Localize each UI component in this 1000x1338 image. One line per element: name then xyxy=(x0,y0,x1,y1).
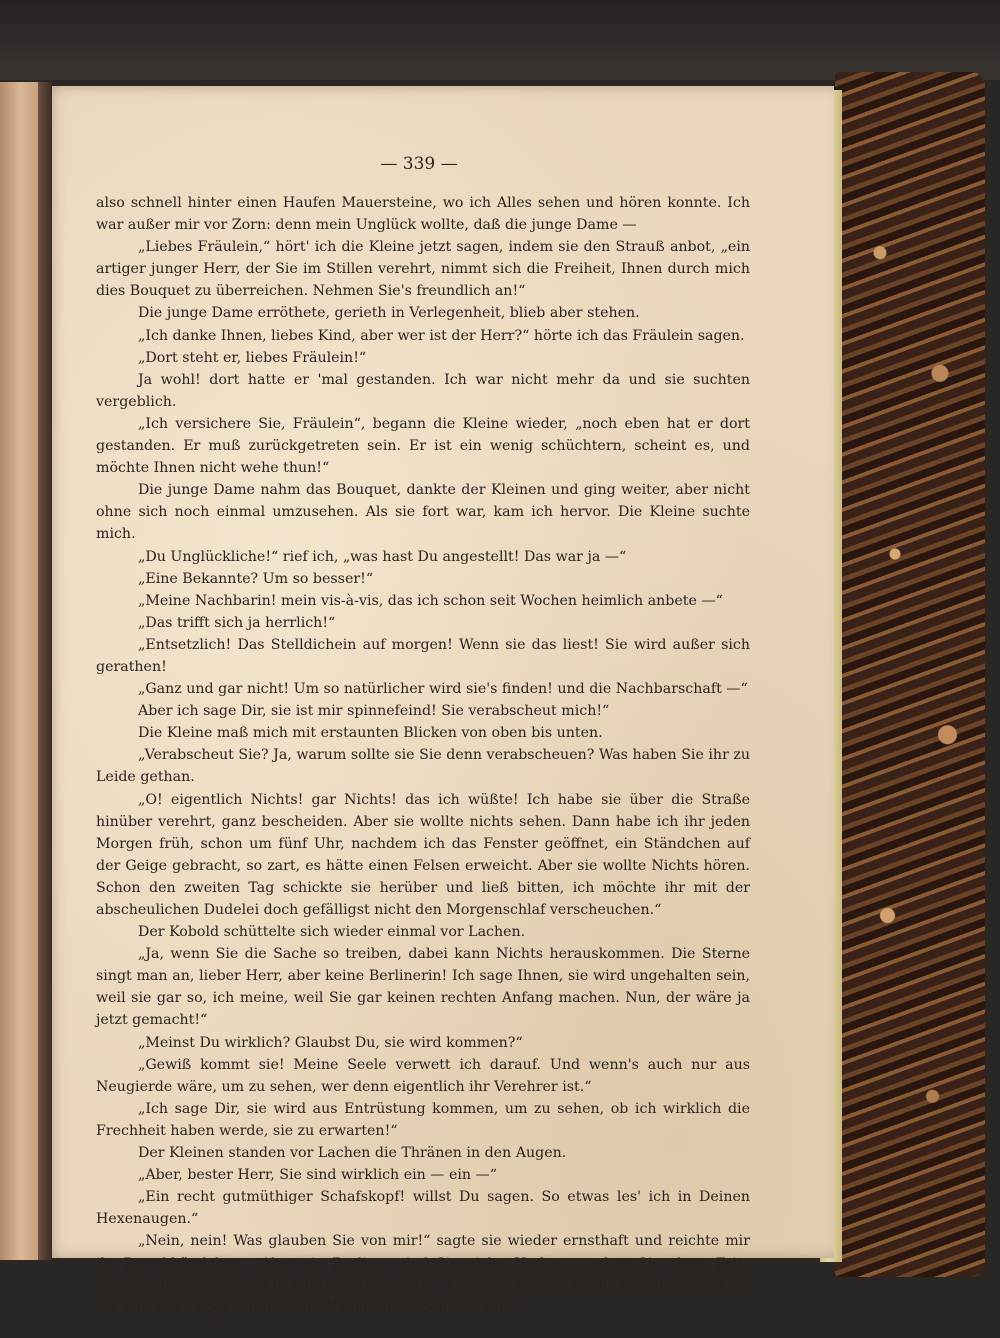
paragraph: „Gewiß kommt sie! Meine Seele verwett ich darauf. Und wenn's auch nur aus Neugierde wäre, um zu sehen, wer denn eigentlich ihr Verehrer ist.“ xyxy=(96,1056,750,1095)
paragraph: Ja wohl! dort hatte er 'mal gestanden. Ich war nicht mehr da und sie suchten vergeblich. xyxy=(96,371,750,410)
paragraph: „Ganz und gar nicht! Um so natürlicher wird sie's finden! und die Nachbarschaft —“ xyxy=(138,681,748,698)
page-number: — 339 — xyxy=(380,154,458,174)
paragraph: „Eine Bekannte? Um so besser!“ xyxy=(138,570,374,587)
paragraph: „Ich versichere Sie, Fräulein“, begann die Kleine wieder, „noch eben hat er dort gestanden. Er muß zurückgetreten sein. Er ist ein wenig schüchtern, scheint es, und möchte Ihnen nicht wehe thun!“ xyxy=(96,415,750,477)
paragraph: „Nein, nein! Was glauben Sie von mir!“ sagte sie wieder ernsthaft und reichte mir ihr Patschhändchen. „Aber ein Berliner sind Sie nicht. Und nun gehen Sie, denn Fritz kommt gleich und möchte eifersüchtig werden. Kommen Sie gut nach Haus und erzählen Sie mir, wie's abgelaufen! Gute Nacht und schönen Dank!“ xyxy=(96,1233,750,1316)
paragraph: „Entsetzlich! Das Stelldichein auf morgen! Wenn sie das liest! Sie wird außer sich gerathen! xyxy=(96,636,750,675)
paragraph: „Dort steht er, liebes Fräulein!“ xyxy=(138,349,367,366)
paragraph: „Ja, wenn Sie die Sache so treiben, dabei kann Nichts herauskommen. Die Sterne singt man an, lieber Herr, aber keine Berlinerin! Ich sage Ihnen, sie wird ungehalten sein, weil sie gar so, ich meine, weil Sie gar keinen rechten Anfang machen. Nun, der wäre ja jetzt gemacht!“ xyxy=(96,946,750,1029)
paragraph: „Liebes Fräulein,“ hört' ich die Kleine jetzt sagen, indem sie den Strauß anbot, „ein artiger junger Herr, der Sie im Stillen verehrt, nimmt sich die Freiheit, Ihnen durch mich dies Bouquet zu überreichen. Nehmen Sie's freundlich an!“ xyxy=(96,239,750,300)
paragraph: Der Kobold schüttelte sich wieder einmal vor Lachen. xyxy=(138,924,526,941)
paragraph: „Aber, bester Herr, Sie sind wirklich ein — ein —“ xyxy=(138,1167,497,1184)
paragraph: „Ich danke Ihnen, liebes Kind, aber wer ist der Herr?“ hörte ich das Fräulein sagen. xyxy=(138,327,745,344)
paragraph: „Meinst Du wirklich? Glaubst Du, sie wird kommen?“ xyxy=(138,1034,523,1051)
book-gutter xyxy=(38,82,52,1260)
paragraph: also schnell hinter einen Haufen Mauersteine, wo ich Alles sehen und hören konnte. Ich war außer mir vor Zorn: denn mein Unglück wollte, daß die junge Dame — xyxy=(96,195,750,234)
book-cover-marbled xyxy=(835,72,985,1277)
paragraph: Aber ich sage Dir, sie ist mir spinnefeind! Sie verabscheut mich!“ xyxy=(138,703,610,720)
paragraph: „Verabscheut Sie? Ja, warum sollte sie Sie denn verabscheuen? Was haben Sie ihr zu Leide gethan. xyxy=(96,747,750,786)
paragraph: „O! eigentlich Nichts! gar Nichts! das ich wüßte! Ich habe sie über die Straße hinüber verehrt, ganz bescheiden. Aber sie wollte nichts sehen. Dann habe ich ihr jeden Morgen früh, schon um fünf Uhr, nachdem ich das Fenster geöffnet, ein Ständchen auf der Geige gebracht, so zart, es hätte einen Felsen erweicht. Aber sie wollte Nichts hören. Schon den zweiten Tag schickte sie herüber und ließ bitten, ich möchte ihr mit der abscheulichen Dudelei doch gefälligst nicht den Morgenschlaf verscheuchen.“ xyxy=(96,791,750,918)
paragraph: „Ich sage Dir, sie wird aus Entrüstung kommen, um zu sehen, ob ich wirklich die Frechheit haben werde, sie zu erwarten!“ xyxy=(96,1100,750,1139)
paragraph: „Meine Nachbarin! mein vis-à-vis, das ich schon seit Wochen heimlich anbete —“ xyxy=(138,592,723,609)
page-text xyxy=(96,192,750,1319)
background xyxy=(0,0,1000,80)
paragraph: „Das trifft sich ja herrlich!“ xyxy=(138,614,336,631)
paragraph: „Ein recht gutmüthiger Schafskopf! willst Du sagen. So etwas les' ich in Deinen Hexenaugen.“ xyxy=(96,1189,750,1228)
paragraph: Die Kleine maß mich mit erstaunten Blicken von oben bis unten. xyxy=(138,725,603,742)
paragraph: Die junge Dame erröthete, gerieth in Verlegenheit, blieb aber stehen. xyxy=(138,305,640,322)
paragraph: Die junge Dame nahm das Bouquet, dankte der Kleinen und ging weiter, aber nicht ohne sich noch einmal umzusehen. Als sie fort war, kam ich hervor. Die Kleine suchte mich. xyxy=(96,482,750,543)
paragraph: Der Kleinen standen vor Lachen die Thränen in den Augen. xyxy=(138,1145,567,1162)
paragraph: „Du Unglückliche!“ rief ich, „was hast Du angestellt! Das war ja —“ xyxy=(138,548,627,565)
